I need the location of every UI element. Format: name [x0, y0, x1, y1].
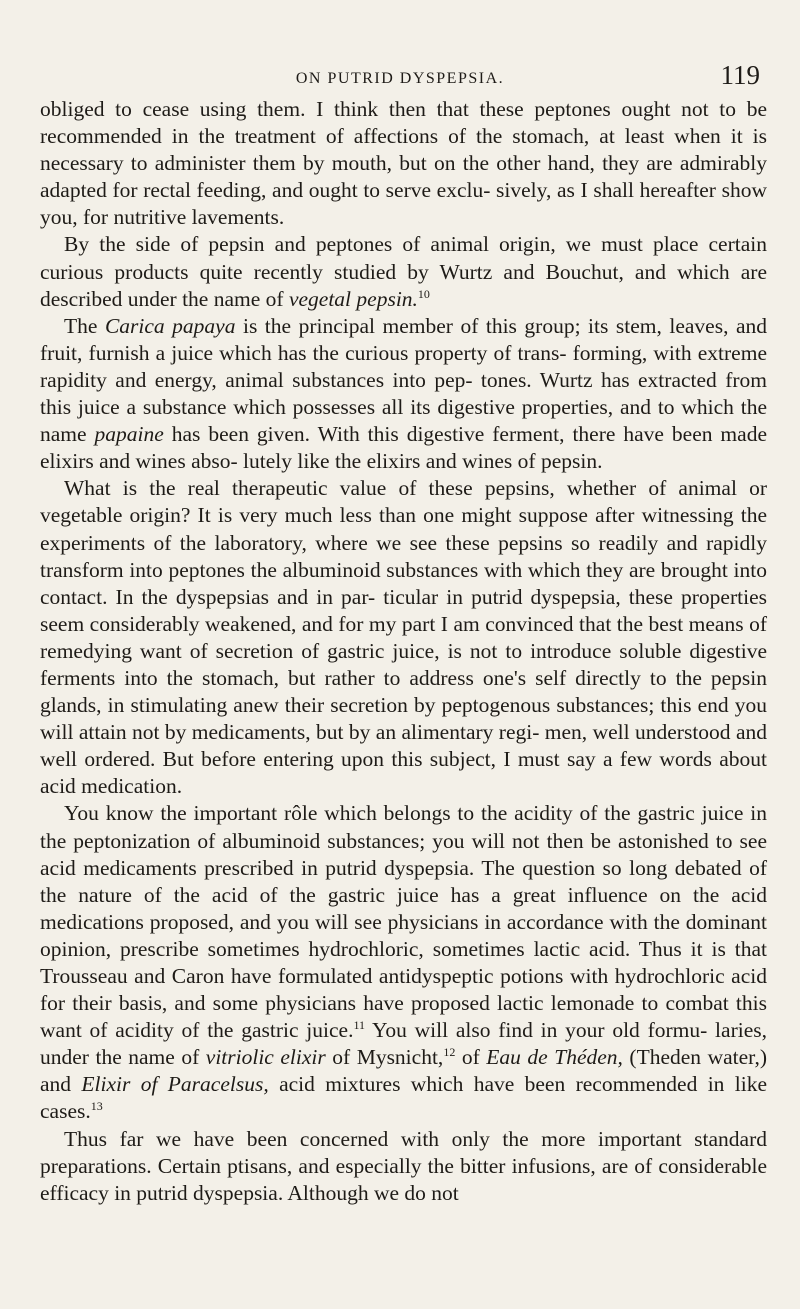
paragraph [40, 313, 767, 476]
page-header [0, 58, 800, 98]
italic-text: papaine [94, 422, 164, 447]
text-run: obliged to cease using them. I think then that these peptones ought not to be recommended in the treatment of affections of the stomach, at least when it is necessary to administer them by mouth, but on the other hand, they are admirably adapted for rectal feeding, and ought to serve exclu- sively, as I shall hereafter show you, for nutritive lavements. [40, 97, 767, 230]
text-run: You know the important rôle which belongs to the acidity of the gastric juice in the peptonization of albuminoid substances; you will not then be astonished to see acid medicaments prescribed in putrid dyspepsia. The question so long debated of the nature of the acid of the gastric juice has a great influence on the acid medications proposed, and you will see physicians in accordance with the dominant opinion, prescribe sometimes hydrochloric, sometimes lactic acid. Thus it is that Trousseau and Caron have formulated antidyspeptic potions with hydrochloric acid for their basis, and some physicians have proposed lactic lemonade to combat this want of acidity of the gastric juice. [40, 801, 767, 1043]
text-run: By the side of pepsin and peptones of animal origin, we must place certain curious products quite recently studied by Wurtz and Bouchut, and which are described under the name of [40, 232, 767, 311]
italic-text: Elixir of Paracelsus, [81, 1072, 269, 1097]
italic-text: vegetal pepsin. [288, 286, 418, 311]
paragraph [40, 231, 767, 312]
text-run: acid mixtures which have been recommended in like cases. [40, 1072, 768, 1124]
italic-text: Carica papaya [104, 313, 236, 338]
text-run: of [455, 1045, 487, 1070]
text-run: has been given. With this digestive ferment, there have been made elixirs and wines abso- lutely like the elixirs and wines of pepsin. [40, 422, 767, 474]
body-text [40, 96, 767, 1207]
paragraph [40, 1126, 767, 1207]
text-run: What is the real therapeutic value of these pepsins, whether of animal or vegetable origin? It is very much less than one might suppose after witnessing the experiments of the laboratory, where we see these pepsins so readily and rapidly transform into peptones the albuminoid substances with which they are brought into contact. In the dyspepsias and in par- ticular in putrid dyspepsia, these properties seem considerably weakened, and for my part I am convinced that the best means of remedying want of secretion of gastric juice, is not to introduce soluble digestive ferments into the stomach, but rather to address one's self directly to the pepsin glands, in stimulating anew their secretion by peptogenous substances; this end you will attain not by medicaments, but by an alimentary regi- men, well understood and well ordered. But before entering upon this subject, I must say a few words about acid medication. [40, 476, 767, 799]
italic-text: vitriolic elixir [205, 1045, 326, 1070]
footnote-ref: 10 [417, 286, 430, 301]
page-number: 119 [720, 60, 760, 90]
footnote-ref: 12 [443, 1045, 456, 1060]
paragraph [40, 96, 767, 231]
paragraph [40, 800, 767, 1125]
text-run: of Mysnicht, [325, 1045, 444, 1070]
text-run: Thus far we have been concerned with only the more important standard preparations. Certain ptisans, and especially the bitter infusions, are of considerable efficacy in putrid dyspepsia. Although we do not [40, 1126, 767, 1205]
text-run: The [64, 313, 105, 338]
text-run: You will also find in your old formu- laries, under the name of [40, 1018, 767, 1070]
italic-text: Eau de Théden, [486, 1045, 623, 1070]
footnote-ref: 11 [353, 1018, 366, 1033]
text-run: is the principal member of this group; its stem, leaves, and fruit, furnish a juice which has the curious property of trans- forming, with extreme rapidity and energy, animal substances into pep- tones. Wurtz has extracted from this juice a substance which possesses all its digestive properties, and to which the name [40, 313, 767, 447]
footnote-ref: 13 [90, 1099, 103, 1114]
running-title: ON PUTRID DYSPEPSIA. [295, 70, 505, 87]
paragraph [40, 475, 767, 800]
text-run: (Theden water,) and [40, 1045, 767, 1097]
